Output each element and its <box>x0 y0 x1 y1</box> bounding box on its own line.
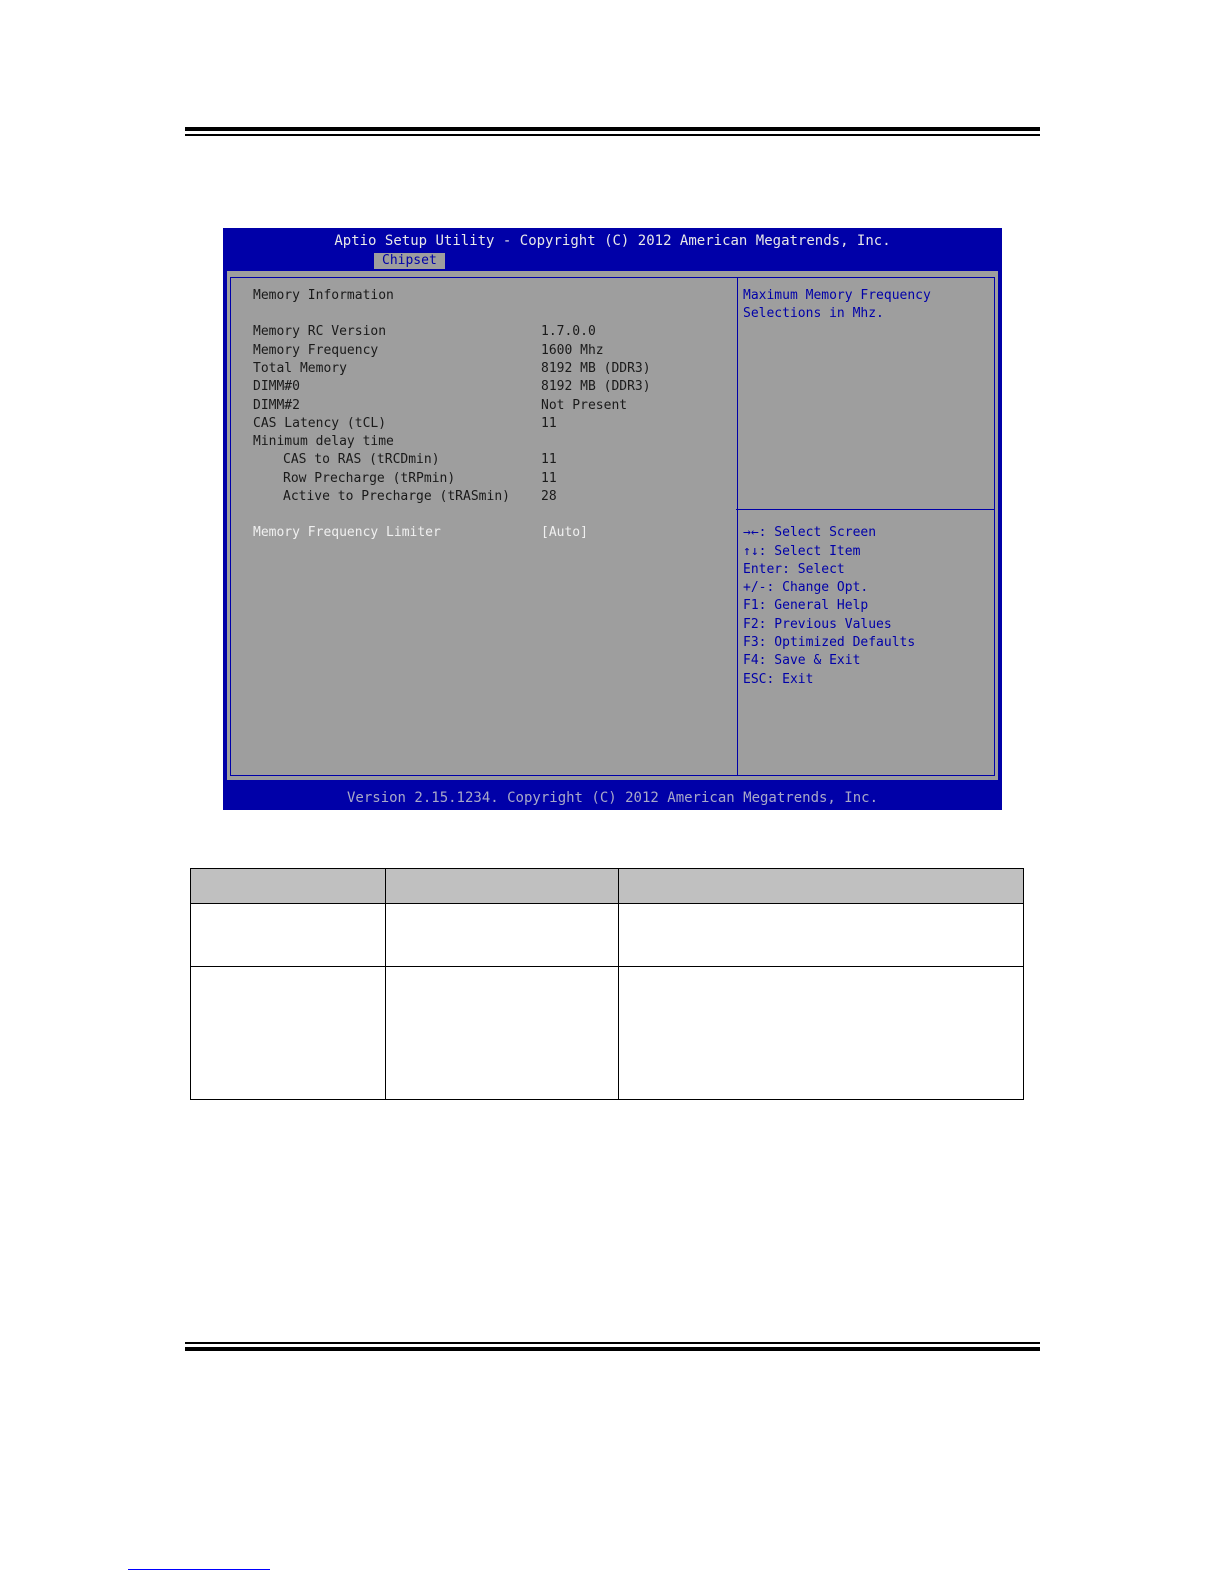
info-value-memory-frequency: 1600 Mhz <box>541 343 604 358</box>
top-rule-thick <box>185 127 1040 131</box>
info-value-dimm2: Not Present <box>541 398 628 413</box>
bios-setup-screenshot <box>223 228 1002 810</box>
info-label-memory-frequency: Memory Frequency <box>253 343 379 358</box>
table-header-cell <box>619 869 1024 904</box>
key-hint-enter: Enter: Select <box>743 562 845 577</box>
info-label-dimm2: DIMM#2 <box>253 398 300 413</box>
info-value-rc-version: 1.7.0.0 <box>541 324 596 339</box>
bios-footer: Version 2.15.1234. Copyright (C) 2012 American Megatrends, Inc. <box>346 790 878 806</box>
panel-divider <box>737 278 738 775</box>
footer-link-underline <box>128 1569 270 1570</box>
info-label-rc-version: Memory RC Version <box>253 324 387 339</box>
table-cell <box>619 904 1024 967</box>
info-label-trasmin: Active to Precharge (tRASmin) <box>283 489 510 504</box>
info-label-trcdmin: CAS to RAS (tRCDmin) <box>283 452 440 467</box>
info-value-trcdmin: 11 <box>541 452 557 467</box>
table-cell <box>191 967 386 1100</box>
help-text-line-2: Selections in Mhz. <box>743 306 884 321</box>
info-label-total-memory: Total Memory <box>253 361 347 376</box>
top-rule-thin <box>185 134 1040 136</box>
key-hint-general-help: F1: General Help <box>743 598 869 613</box>
key-hint-optimized-defaults: F3: Optimized Defaults <box>743 635 916 650</box>
bios-title: Aptio Setup Utility - Copyright (C) 2012 American Megatrends, Inc. <box>334 233 891 249</box>
key-hint-change-opt: +/-: Change Opt. <box>743 580 869 595</box>
table-cell <box>619 967 1024 1100</box>
table-cell <box>191 904 386 967</box>
table-row <box>191 967 1024 1100</box>
tab-chipset[interactable]: Chipset <box>374 253 445 269</box>
table-cell <box>386 904 619 967</box>
key-hint-exit: ESC: Exit <box>743 672 814 687</box>
table-row <box>191 904 1024 967</box>
key-hint-save-exit: F4: Save & Exit <box>743 653 861 668</box>
section-heading: Memory Information <box>253 288 394 303</box>
info-value-cas-latency: 11 <box>541 416 557 431</box>
info-value-dimm0: 8192 MB (DDR3) <box>541 379 651 394</box>
options-table-header-row <box>191 869 1024 904</box>
options-table <box>190 868 1024 1100</box>
memory-frequency-limiter-value[interactable]: [Auto] <box>541 525 588 540</box>
help-divider <box>736 509 995 510</box>
info-value-trpmin: 11 <box>541 471 557 486</box>
table-header-cell <box>191 869 386 904</box>
key-hint-previous-values: F2: Previous Values <box>743 617 892 632</box>
key-hint-select-item: ↑↓: Select Item <box>743 544 861 559</box>
table-cell <box>386 967 619 1100</box>
bottom-rule-thick <box>185 1347 1040 1351</box>
help-text-line-1: Maximum Memory Frequency <box>743 288 931 303</box>
bottom-rule-thin <box>185 1342 1040 1344</box>
info-value-trasmin: 28 <box>541 489 557 504</box>
info-label-dimm0: DIMM#0 <box>253 379 300 394</box>
memory-frequency-limiter-label[interactable]: Memory Frequency Limiter <box>253 525 441 540</box>
table-header-cell <box>386 869 619 904</box>
info-label-cas-latency: CAS Latency (tCL) <box>253 416 387 431</box>
info-label-trpmin: Row Precharge (tRPmin) <box>283 471 456 486</box>
key-hint-select-screen: →←: Select Screen <box>743 525 877 540</box>
info-value-total-memory: 8192 MB (DDR3) <box>541 361 651 376</box>
bios-main-frame <box>227 271 998 780</box>
info-label-minimum-delay: Minimum delay time <box>253 434 394 449</box>
